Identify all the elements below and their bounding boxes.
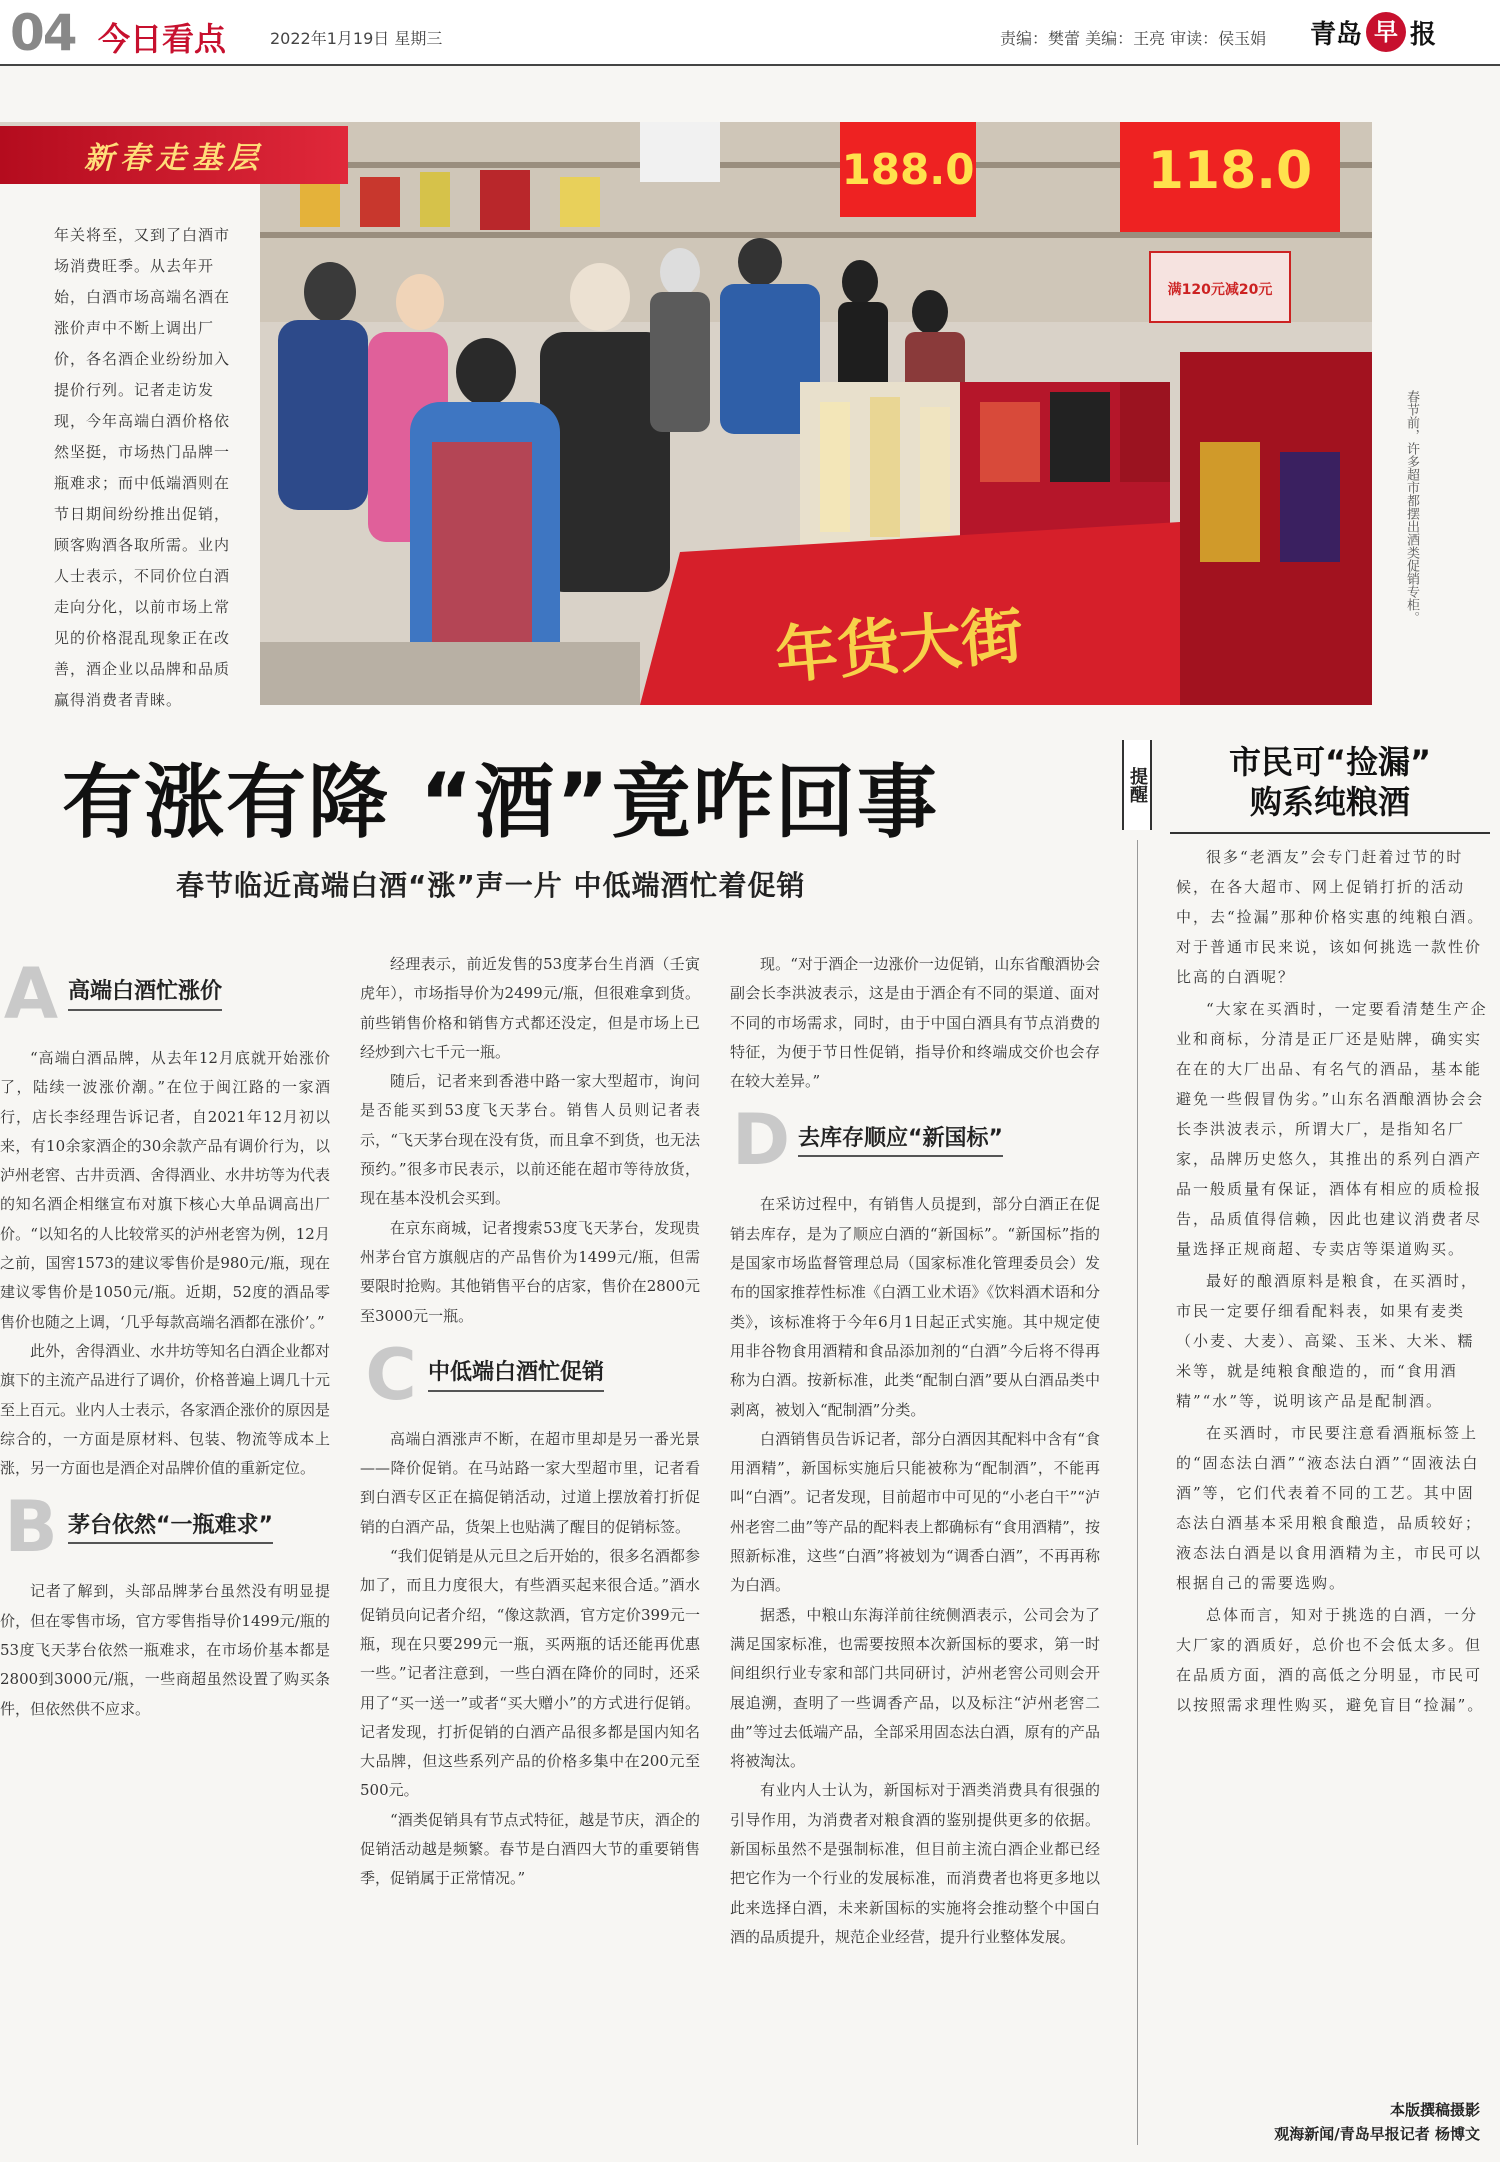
paragraph: 有业内人士认为，新国标对于酒类消费具有很强的引导作用，为消费者对粮食酒的鉴别提供更多的依据。新国标虽然不是强制标准，但目前主流白酒企业都已经把它作为一个行业的发展标准，而消费者也将更多地以此来选择白酒，未来新国标的实施将会推动整个中国白酒的品质提升，规范企业经营，提升行业整体发展。 <box>730 1781 1100 1946</box>
paragraph: 现。“对于酒企一边涨价一边促销，山东省酿酒协会副会长李洪波表示，这是由于酒企有不同的渠道、面对不同的市场需求，同时，由于中国白酒具有节点消费的特征，为便于节日性促销，指导价和终端成交价也会存在较大差异。” <box>730 955 1100 1091</box>
year-goods-sign: 年货大街 <box>772 598 1027 693</box>
section-a-heading <box>0 954 330 1034</box>
logo-right-text: 报 <box>1410 19 1437 50</box>
section-d-heading <box>730 1100 1100 1180</box>
paragraph: 高端白酒涨声不断，在超市里却是另一番光景——降价促销。在马站路一家大型超市里，记者看到白酒专区正在搞促销活动，过道上摆放着打折促销的白酒产品，货架上也贴满了醒目的促销标签。 <box>360 1429 700 1536</box>
section-b-letter: B <box>4 1486 58 1569</box>
paragraph: “大家在买酒时，一定要看清楚生产企业和商标，分清是正厂还是贴牌，确实实在在的大厂出品、有名气的酒品，基本能避免一些假冒伪劣。”山东名酒酿酒协会会长李洪波表示，所谓大厂，是指知名厂家，品牌历史悠久，其推出的系列白酒产品一般质量有保证，酒体有相应的质检报告，品质值得信赖，因此也建议消费者尽量选择正规商超、专卖店等渠道购买。 <box>1176 1000 1488 1258</box>
section-title: 今日看点 <box>98 20 227 58</box>
section-c-title: 中低端白酒忙促销 <box>428 1358 604 1391</box>
logo-circle: 早 <box>1366 12 1406 52</box>
sub-headline: 春节临近高端白酒“涨”声一片 中低端酒忙着促销 <box>176 869 806 902</box>
photo-caption: 春节前，许多超市都摆出酒类促销专柜。 <box>1404 390 1419 624</box>
paragraph: 很多“老酒友”会专门赶着过节的时候，在各大超市、网上促销打折的活动中，去“捡漏”那种价格实惠的纯粮白酒。对于普通市民来说，该如何挑选一款性价比高的白酒呢？ <box>1176 848 1485 986</box>
section-c-letter: C <box>365 1333 417 1416</box>
section-b-title: 茅台依然“一瓶难求” <box>68 1511 273 1544</box>
paragraph: “高端白酒品牌，从去年12月底就开始涨价了，陆续一波涨价潮。”在位于闽江路的一家酒行，店长李经理告诉记者，自2021年12月初以来，有10余家酒企的30余款产品有调价行为，以泸州老窖、古井贡酒、舍得酒业、水井坊等为代表的知名酒企相继宣布对旗下核心大单品调高出厂价。“以知名的人比较常买的泸州老窖为例，12月之前，国窖1573的建议零售价是980元/瓶，现在建议零售价是1050元/瓶。近期，52度的酒品零售价也随之上调，‘几乎每款高端名酒都在涨价’。” <box>0 1049 330 1331</box>
section-d-letter: D <box>731 1099 791 1182</box>
page-number: 04 <box>10 4 76 62</box>
price-sign-1: 188.0 <box>841 145 975 194</box>
paragraph: 白酒销售员告诉记者，部分白酒因其配料中含有“食用酒精”，新国标实施后只能被称为“配制酒”，不能再叫“白酒”。记者发现，目前超市中可见的“小老白干”“泸州老窖二曲”等产品的配料表上都确标有“食用酒精”，按照新标准，这些“白酒”将被划为“调香白酒”，不再再称为白酒。 <box>730 1429 1100 1595</box>
paragraph: 据悉，中粮山东海洋前往统侧酒表示，公司会为了满足国家标准，也需要按照本次新国标的要求，第一时间组织行业专家和部门共同研讨，泸州老窖公司则会开展追溯，查明了一些调香产品，以及标注“泸州老窖二曲”等过去低端产品，全部采用固态法白酒，原有的产品将被淘汰。 <box>730 1605 1100 1771</box>
sidebar-body <box>1176 842 1488 2102</box>
paragraph: 总体而言，知对于挑选的白酒，一分大厂家的酒质好，总价也不会低太多。但在品质方面，酒的高低之分明显，市民可以按照需求理性购买，避免盲目“捡漏”。 <box>1176 1606 1485 1714</box>
section-d-title: 去库存顺应“新国标” <box>798 1124 1003 1157</box>
sidebar-title-line: 购系纯粮酒 <box>1249 783 1410 821</box>
article-column-3 <box>730 950 1100 2160</box>
section-c-heading <box>360 1335 700 1415</box>
paragraph: “酒类促销具有节点式特征，越是节庆，酒企的促销活动越是频繁。春节是白酒四大节的重要销售季，促销属于正常情况。” <box>360 1810 700 1888</box>
paragraph: 随后，记者来到香港中路一家大型超市，询问是否能买到53度飞天茅台。销售人员则记者表示，“飞天茅台现在没有货，而且拿不到货，也无法预约。”很多市民表示，以前还能在超市等待放货，现在基本没机会买到。 <box>360 1072 700 1208</box>
paragraph: 最好的酿酒原料是粮食，在买酒时，市民一定要仔细看配料表，如果有麦类（小麦、大麦）、高粱、玉米、大米、糯米等，就是纯粮食酿造的，而“食用酒精”“水”等，说明该产品是配制酒。 <box>1176 1272 1479 1410</box>
editor-credits: 责编：樊蕾 美编：王亮 审读：侯玉娟 <box>1000 29 1267 48</box>
intro-text: 年关将至，又到了白酒市场消费旺季。从去年开始，白酒市场高端名酒在涨价声中不断上调出厂价，各名酒企业纷纷加入提价行列。记者走访发现，今年高端白酒价格依然坚挺，市场热门品牌一瓶难求；而中低端酒则在节日期间纷纷推出促销，顾客购酒各取所需。业内人士表示，不同价位白酒走向分化，以前市场上常见的价格混乱现象正在改善，酒企业以品牌和品质赢得消费者青睐。 <box>0 184 260 705</box>
credit-line-2: 观海新闻/青岛早报记者 杨博文 <box>1274 2125 1480 2143</box>
column-divider <box>1137 840 1138 2145</box>
paragraph: “我们促销是从元旦之后开始的，很多名酒都参加了，而且力度很大，有些酒买起来很合适。”酒水促销员向记者介绍，“像这款酒，官方定价399元一瓶，现在只要299元一瓶，买两瓶的话还能再优惠一些。”记者注意到，一些白酒在降价的同时，还采用了“买一送一”或者“买大赠小”的方式进行促销。记者发现，打折促销的白酒产品很多都是国内知名大品牌，但这些系列产品的价格多集中在200元至500元。 <box>360 1547 700 1800</box>
credit-line-1: 本版撰稿摄影 <box>1389 2101 1480 2119</box>
logo-left-text: 青岛 <box>1310 19 1363 50</box>
series-banner: 新春走基层 <box>0 126 348 184</box>
paragraph: 经理表示，前近发售的53度茅台生肖酒（壬寅虎年），市场指导价为2499元/瓶，但很难拿到货。前些销售价格和销售方式都还没定，但是市场上已经炒到六七千元一瓶。 <box>360 955 700 1061</box>
article-column-2 <box>360 950 700 2160</box>
paragraph: 在采访过程中，有销售人员提到，部分白酒正在促销去库存，是为了顺应白酒的“新国标”。“新国标”指的是国家市场监督管理总局（国家标准化管理委员会）发布的国家推荐性标准《白酒工业术语》《饮料酒术语和分类》，该标准将于今年6月1日起正式实施。其中规定使用非谷物食用酒精和食品添加剂的“白酒”今后将不得再称为白酒。按新标准，此类“配制白酒”要从白酒品类中剥离，被划入“配制酒”分类。 <box>730 1195 1100 1419</box>
paragraph: 在京东商城，记者搜索53度飞天茅台，发现贵州茅台官方旗舰店的产品售价为1499元/瓶，但需要限时抢购。其他销售平台的店家，售价在2800元至3000元一瓶。 <box>360 1218 700 1325</box>
section-a-letter: A <box>3 953 59 1035</box>
issue-date: 2022年1月19日 星期三 <box>270 29 443 48</box>
promo-card-text: 满120元减20元 <box>1167 282 1273 298</box>
paragraph: 在买酒时，市民要注意看酒瓶标签上的“固态法白酒”“液态法白酒”“固液法白酒”等，它们代表着不同的工艺。其中固态法白酒基本采用粮食酿造，品质较好；液态法白酒是以食用酒精为主，市民可以根据自己的需要选购。 <box>1176 1424 1483 1592</box>
paragraph: 记者了解到，头部品牌茅台虽然没有明显提价，但在零售市场，官方零售指导价1499元/瓶的53度飞天茅台依然一瓶难求，在市场价基本都是2800到3000元/瓶，一些商超虽然设置了购买条件，但依然供不应求。 <box>0 1582 330 1718</box>
sidebar-title-line: 市民可“捡漏” <box>1228 743 1432 781</box>
price-sign-2: 118.0 <box>1147 141 1313 201</box>
paragraph: 此外，舍得酒业、水井坊等知名白酒企业都对旗下的主流产品进行了调价，价格普遍上调几十元至上百元。业内人士表示，各家酒企涨价的原因是综合的，一方面是原材料、包装、物流等成本上涨，另一方面也是酒企对品牌价值的重新定位。 <box>0 1341 330 1478</box>
photo-credit <box>1190 2098 1480 2146</box>
section-b-heading <box>0 1487 330 1567</box>
article-column-1 <box>0 950 330 2160</box>
page-header <box>0 0 1500 66</box>
main-headline: 有涨有降 “酒”竟咋回事 <box>62 756 940 849</box>
sidebar-title <box>1180 742 1480 822</box>
newspaper-logo <box>1310 12 1436 52</box>
reminder-tab: 提醒 <box>1122 740 1152 830</box>
section-a-title: 高端白酒忙涨价 <box>68 977 222 1010</box>
sidebar-divider <box>1170 832 1490 834</box>
